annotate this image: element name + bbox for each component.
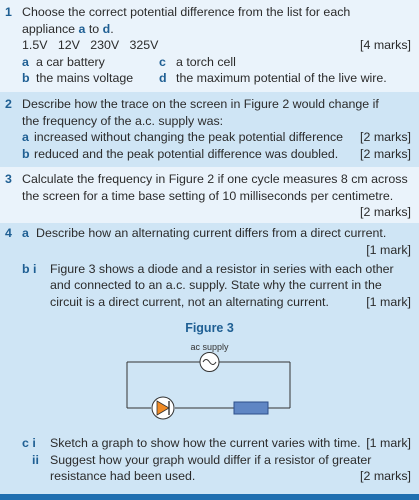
part-text: Suggest how your graph would differ if a resistor of greater	[50, 452, 372, 467]
part-text: increased without changing the peak potential difference	[34, 130, 344, 144]
sub-part-row	[22, 129, 411, 146]
part-text: reduced and the peak potential difference was doubled.	[34, 146, 339, 161]
part-label: c i	[22, 436, 36, 450]
diode-icon	[152, 397, 174, 419]
part-label: d	[159, 71, 167, 85]
part-text: the maximum potential of the live wire.	[176, 71, 387, 85]
question-4	[0, 223, 419, 494]
marks-row	[22, 204, 411, 221]
marks-label: [2 marks]	[360, 205, 411, 219]
options-row	[22, 37, 411, 54]
sub-part-row	[22, 435, 411, 452]
question-text: appliance a to d.	[22, 21, 114, 36]
marks-label: [1 mark]	[366, 242, 411, 257]
ac-supply-icon	[200, 353, 219, 372]
part-label: a	[22, 54, 29, 69]
part-label: b	[22, 146, 30, 161]
part-text: Sketch a graph to show how the current varies with time.	[50, 436, 361, 450]
part-text: the mains voltage	[36, 71, 134, 85]
marks-label: [1 mark]	[366, 436, 411, 450]
part-label: c	[159, 54, 166, 69]
question-number: 1	[5, 5, 12, 19]
part-label: b	[22, 71, 30, 85]
sub-part-row	[22, 146, 411, 163]
marks-label: [4 marks]	[360, 38, 411, 52]
part-label: a	[22, 130, 29, 144]
marks-label: [2 marks]	[360, 130, 411, 144]
circuit-label: ac supply	[190, 342, 229, 352]
question-text: and connected to an a.c. supply. State why the current in the	[50, 278, 382, 292]
part-label: ii	[32, 452, 39, 467]
part-text: Describe how an alternating current differs from a direct current.	[36, 226, 387, 240]
question-number: 2	[5, 97, 12, 111]
marks-label: [1 mark]	[366, 294, 411, 309]
question-text: Choose the correct potential difference from the list for each	[22, 5, 351, 19]
question-3	[0, 167, 419, 223]
voltage-options: 1.5V 12V 230V 325V	[22, 38, 159, 52]
sub-part-row	[22, 54, 411, 71]
sub-part-row	[22, 452, 411, 469]
question-1	[0, 4, 419, 92]
question-number: 3	[5, 172, 12, 186]
figure-title: Figure 3	[185, 321, 234, 335]
part-label: a	[22, 226, 29, 240]
question-number: 4	[5, 226, 12, 240]
question-text: resistance had been used. [2 marks]	[50, 469, 411, 483]
question-2	[0, 92, 419, 167]
question-text: the screen for a time base setting of 10 milliseconds per centimetre.	[22, 188, 394, 203]
sub-part-row	[22, 70, 411, 87]
question-text: circuit is a direct current, not an alternating current. [1 mark]	[50, 294, 411, 309]
bottom-rule	[0, 494, 419, 500]
marks-label: [2 marks]	[360, 469, 411, 483]
marks-label: [2 marks]	[360, 146, 411, 161]
question-text: Describe how the trace on the screen in Figure 2 would change if	[22, 97, 379, 111]
part-label: b i	[22, 261, 37, 276]
question-text: Calculate the frequency in Figure 2 if one cycle measures 8 cm across	[22, 172, 408, 186]
part-text: a torch cell	[176, 54, 236, 69]
part-text: a car battery	[36, 54, 105, 69]
question-text: the frequency of the a.c. supply was:	[22, 113, 224, 128]
part-text: Figure 3 shows a diode and a resistor in series with each other	[50, 261, 394, 276]
resistor-icon	[234, 402, 268, 414]
